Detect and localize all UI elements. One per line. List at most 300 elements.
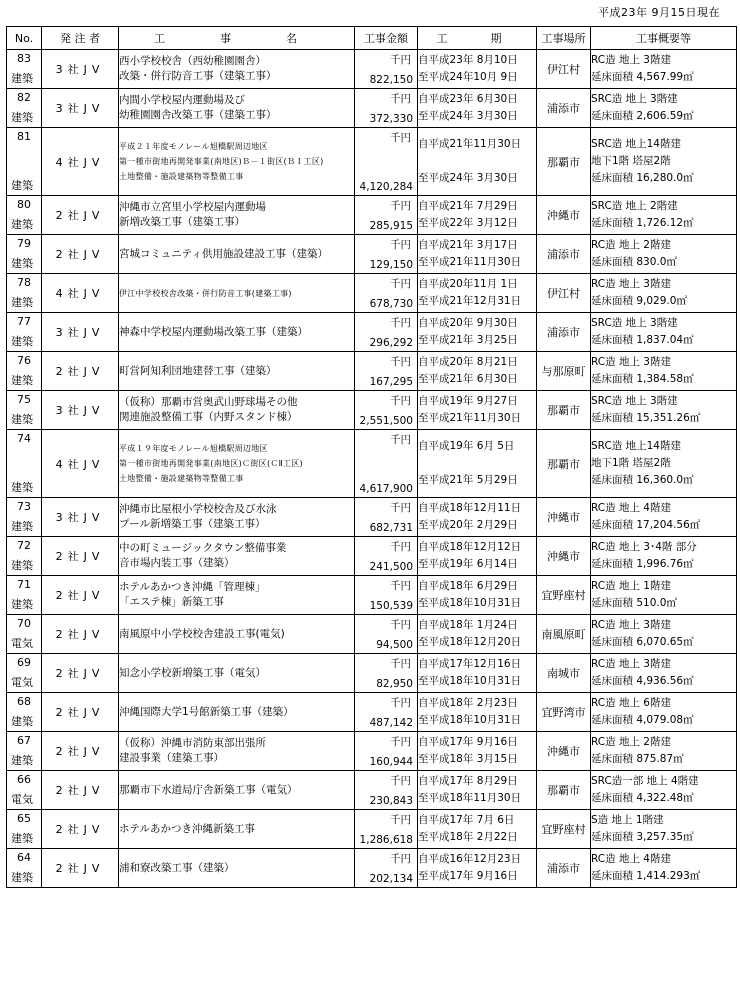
cell-place: 浦添市 (537, 235, 591, 274)
period-line: 自平成19年 9月27日 (418, 395, 518, 407)
cell-orderer: 3社JV (42, 50, 119, 89)
cell-amount (355, 89, 418, 128)
cell-summary (591, 849, 737, 888)
cell-work-name (119, 576, 355, 615)
cell-no (7, 313, 42, 352)
cell-no (7, 810, 42, 849)
amount-value: 678,730 (369, 298, 413, 310)
amount-unit: 千円 (390, 658, 411, 670)
period-line: 自平成23年 6月30日 (418, 93, 518, 105)
period-line: 至平成18年 3月15日 (418, 753, 518, 765)
work-name-line: 伊江中学校校舎改築・併行防音工事(建築工事) (119, 288, 292, 298)
row-category: 建築 (11, 335, 33, 348)
as-of-date: 平成23年 9月15日現在 (598, 6, 720, 19)
cell-orderer: 2社JV (42, 196, 119, 235)
table-row (7, 50, 737, 89)
cell-place: 沖縄市 (537, 498, 591, 537)
cell-summary (591, 537, 737, 576)
cell-work-name (119, 352, 355, 391)
amount-value: 296,292 (369, 337, 413, 349)
summary-line: 延床面積 3,257.35㎡ (591, 831, 694, 843)
cell-work-name (119, 537, 355, 576)
period-line: 至平成24年 3月30日 (418, 172, 518, 184)
amount-unit: 千円 (390, 395, 411, 407)
table-row (7, 498, 737, 537)
row-number: 69 (17, 656, 31, 669)
cell-orderer: 2社JV (42, 537, 119, 576)
period-line: 自平成21年11月30日 (418, 138, 522, 150)
row-category: 建築 (11, 179, 33, 192)
summary-line: RC造 地上 3階建 (591, 54, 671, 66)
summary-line: RC造 地上 6階建 (591, 697, 671, 709)
cell-no (7, 352, 42, 391)
cell-summary (591, 693, 737, 732)
cell-period (418, 430, 537, 498)
amount-value: 230,843 (369, 795, 413, 807)
cell-amount (355, 654, 418, 693)
period-line: 自平成21年 7月29日 (418, 200, 518, 212)
cell-orderer: 2社JV (42, 576, 119, 615)
work-name-line: 中の町ミュージックタウン整備事業 (119, 542, 287, 554)
row-category: 建築 (11, 520, 33, 533)
period-line: 自平成21年 3月17日 (418, 239, 518, 251)
cell-amount (355, 615, 418, 654)
cell-amount (355, 498, 418, 537)
cell-amount (355, 274, 418, 313)
period-line: 至平成18年10月31日 (418, 675, 522, 687)
cell-orderer: 4社JV (42, 128, 119, 196)
row-number: 83 (17, 52, 31, 65)
cell-period (418, 693, 537, 732)
row-number: 77 (17, 315, 31, 328)
cell-orderer: 4社JV (42, 430, 119, 498)
cell-place: 伊江村 (537, 50, 591, 89)
cell-orderer: 2社JV (42, 771, 119, 810)
summary-line: RC造 地上 1階建 (591, 580, 671, 592)
row-number: 67 (17, 734, 31, 747)
summary-line: 延床面積 17,204.56㎡ (591, 519, 701, 531)
row-category: 電気 (11, 637, 33, 650)
cell-work-name (119, 313, 355, 352)
row-number: 65 (17, 812, 31, 825)
table-row (7, 654, 737, 693)
period-line: 自平成20年 9月30日 (418, 317, 518, 329)
work-name-line: 内間小学校屋内運動場及び (119, 94, 245, 106)
cell-work-name (119, 50, 355, 89)
summary-line: 地下1階 塔屋2階 (591, 155, 671, 167)
work-name-line: 関連施設整備工事（内野スタンド棟） (119, 411, 298, 423)
work-name-line: 土地整備・施設建築物等整備工事 (119, 172, 244, 181)
cell-orderer: 4社JV (42, 274, 119, 313)
row-category: 建築 (11, 598, 33, 611)
cell-summary (591, 89, 737, 128)
amount-value: 241,500 (369, 561, 413, 573)
cell-work-name (119, 810, 355, 849)
cell-place: 宜野座村 (537, 576, 591, 615)
period-line: 至平成21年 6月30日 (418, 373, 518, 385)
row-category: 建築 (11, 111, 33, 124)
period-line: 至平成17年 9月16日 (418, 870, 518, 882)
cell-work-name (119, 771, 355, 810)
amount-unit: 千円 (390, 814, 411, 826)
row-number: 68 (17, 695, 31, 708)
period-line: 至平成24年 3月30日 (418, 110, 518, 122)
table-row (7, 732, 737, 771)
cell-summary (591, 128, 737, 196)
period-line: 自平成18年12月12日 (418, 541, 522, 553)
cell-place: 浦添市 (537, 849, 591, 888)
table-row (7, 313, 737, 352)
row-category: 建築 (11, 296, 33, 309)
row-number: 79 (17, 237, 31, 250)
header-work-name: 工 事 名 (119, 27, 355, 50)
period-line: 自平成20年11月 1日 (418, 278, 518, 290)
cell-summary (591, 810, 737, 849)
work-name-line: 建設事業（建築工事） (119, 752, 224, 764)
cell-amount (355, 352, 418, 391)
summary-line: RC造 地上 4階建 (591, 502, 671, 514)
cell-no (7, 498, 42, 537)
row-category: 建築 (11, 413, 33, 426)
work-name-line: ホテルあかつき沖縄「管理棟」 (119, 581, 266, 593)
cell-amount (355, 313, 418, 352)
cell-no (7, 128, 42, 196)
header-summary: 工事概要等 (591, 27, 737, 50)
row-number: 80 (17, 198, 31, 211)
summary-line: 延床面積 16,280.0㎡ (591, 172, 694, 184)
amount-unit: 千円 (390, 239, 411, 251)
work-name-line: 知念小学校新増築工事（電気） (119, 666, 266, 679)
cell-period (418, 313, 537, 352)
row-number: 82 (17, 91, 31, 104)
table-row (7, 430, 737, 498)
period-line: 自平成23年 8月10日 (418, 54, 518, 66)
row-category: 建築 (11, 559, 33, 572)
cell-amount (355, 693, 418, 732)
table-row (7, 274, 737, 313)
cell-place: 南風原町 (537, 615, 591, 654)
cell-summary (591, 576, 737, 615)
amount-unit: 千円 (390, 132, 411, 144)
cell-orderer: 2社JV (42, 654, 119, 693)
cell-period (418, 537, 537, 576)
cell-work-name (119, 693, 355, 732)
amount-value: 160,944 (369, 756, 413, 768)
amount-unit: 千円 (390, 317, 411, 329)
cell-summary (591, 771, 737, 810)
cell-amount (355, 196, 418, 235)
cell-orderer: 3社JV (42, 313, 119, 352)
amount-value: 2,551,500 (359, 415, 413, 427)
cell-no (7, 196, 42, 235)
work-name-line: 那覇市下水道局庁舎新築工事（電気） (119, 783, 298, 796)
period-line: 至平成18年11月30日 (418, 792, 522, 804)
cell-period (418, 732, 537, 771)
amount-unit: 千円 (390, 356, 411, 368)
row-category: 建築 (11, 715, 33, 728)
cell-summary (591, 352, 737, 391)
table-row (7, 771, 737, 810)
work-name-line: 神森中学校屋内運動場改築工事（建築） (119, 325, 308, 338)
construction-works-table (6, 26, 737, 888)
summary-line: RC造 地上 2階建 (591, 239, 671, 251)
cell-amount (355, 128, 418, 196)
cell-amount (355, 235, 418, 274)
row-number: 81 (17, 130, 31, 143)
summary-line: 延床面積 6,070.65㎡ (591, 636, 694, 648)
period-line: 至平成21年 3月25日 (418, 334, 518, 346)
cell-place: 宜野湾市 (537, 693, 591, 732)
cell-amount (355, 537, 418, 576)
cell-work-name (119, 498, 355, 537)
period-line: 至平成18年 2月22日 (418, 831, 518, 843)
period-line: 自平成18年 2月23日 (418, 697, 518, 709)
row-category: 建築 (11, 754, 33, 767)
summary-line: S造 地上 1階建 (591, 814, 664, 826)
table-body (7, 50, 737, 888)
cell-work-name (119, 128, 355, 196)
cell-place: 那覇市 (537, 771, 591, 810)
cell-no (7, 430, 42, 498)
work-name-line: ホテルあかつき沖縄新築工事 (119, 822, 255, 835)
header-place: 工事場所 (537, 27, 591, 50)
amount-unit: 千円 (390, 502, 411, 514)
cell-place: 南城市 (537, 654, 591, 693)
cell-orderer: 2社JV (42, 732, 119, 771)
period-line (418, 455, 536, 472)
work-name-line: 西小学校校舎（西幼稚園園舎） (119, 55, 266, 67)
amount-value: 82,950 (376, 678, 413, 690)
cell-orderer: 2社JV (42, 849, 119, 888)
table-row (7, 235, 737, 274)
period-line: 至平成19年 6月14日 (418, 558, 518, 570)
summary-line: SRC造 地上 3階建 (591, 317, 678, 329)
cell-amount (355, 50, 418, 89)
cell-work-name (119, 654, 355, 693)
row-number: 76 (17, 354, 31, 367)
amount-unit: 千円 (390, 54, 411, 66)
summary-line: RC造 地上 4階建 (591, 853, 671, 865)
work-name-line: プール新増築工事（建築工事） (119, 518, 266, 530)
work-name-line: 南風原中小学校校舎建設工事(電気) (119, 627, 285, 640)
row-category: 建築 (11, 871, 33, 884)
row-category: 電気 (11, 793, 33, 806)
summary-line: 延床面積 1,726.12㎡ (591, 217, 694, 229)
period-line: 至平成18年10月31日 (418, 597, 522, 609)
summary-line: RC造 地上 2階建 (591, 736, 671, 748)
period-line: 至平成21年11月30日 (418, 256, 522, 268)
row-category: 建築 (11, 374, 33, 387)
cell-summary (591, 391, 737, 430)
cell-amount (355, 391, 418, 430)
work-name-line: 新増改築工事（建築工事） (119, 216, 245, 228)
amount-value: 150,539 (369, 600, 413, 612)
cell-work-name (119, 235, 355, 274)
amount-value: 285,915 (369, 220, 413, 232)
amount-unit: 千円 (390, 541, 411, 553)
work-name-line: （仮称）那覇市営奥武山野球場その他 (119, 396, 298, 408)
amount-unit: 千円 (390, 200, 411, 212)
summary-line: SRC造 地上14階建 (591, 440, 681, 452)
cell-summary (591, 654, 737, 693)
cell-place: 沖縄市 (537, 196, 591, 235)
period-line: 至平成22年 3月12日 (418, 217, 518, 229)
work-name-line: 改築・併行防音工事（建築工事） (119, 70, 277, 82)
cell-place: 那覇市 (537, 430, 591, 498)
cell-work-name (119, 615, 355, 654)
cell-place: 与那原町 (537, 352, 591, 391)
cell-summary (591, 498, 737, 537)
period-line: 至平成18年12月20日 (418, 636, 522, 648)
summary-line: 延床面積 1,837.04㎡ (591, 334, 694, 346)
summary-line: 延床面積 16,360.0㎡ (591, 474, 694, 486)
table-row (7, 537, 737, 576)
summary-line: 延床面積 1,414.293㎡ (591, 870, 701, 882)
cell-no (7, 693, 42, 732)
cell-orderer: 2社JV (42, 352, 119, 391)
cell-period (418, 654, 537, 693)
work-name-line: 町営阿知利団地建替工事（建築） (119, 364, 277, 377)
table-row (7, 693, 737, 732)
period-line: 自平成19年 6月 5日 (418, 440, 515, 452)
amount-unit: 千円 (390, 697, 411, 709)
summary-line: 延床面積 1,384.58㎡ (591, 373, 694, 385)
row-number: 72 (17, 539, 31, 552)
summary-line: 延床面積 2,606.59㎡ (591, 110, 694, 122)
work-name-line: 宮城コミュニティ供用施設建設工事（建築） (119, 247, 328, 260)
cell-place: 沖縄市 (537, 732, 591, 771)
cell-orderer: 2社JV (42, 235, 119, 274)
cell-summary (591, 313, 737, 352)
cell-period (418, 849, 537, 888)
summary-line: RC造 地上 3階建 (591, 356, 671, 368)
summary-line: 延床面積 510.0㎡ (591, 597, 677, 609)
amount-value: 4,617,900 (359, 483, 413, 495)
table-row (7, 89, 737, 128)
cell-no (7, 654, 42, 693)
work-name-line: 幼稚園園舎改築工事（建築工事） (119, 109, 277, 121)
cell-no (7, 391, 42, 430)
amount-value: 372,330 (369, 113, 413, 125)
table-row (7, 576, 737, 615)
amount-unit: 千円 (390, 736, 411, 748)
cell-period (418, 576, 537, 615)
summary-line: 延床面積 4,567.99㎡ (591, 71, 694, 83)
row-category: 電気 (11, 676, 33, 689)
cell-place: 沖縄市 (537, 537, 591, 576)
period-line: 自平成17年 9月16日 (418, 736, 518, 748)
cell-work-name (119, 430, 355, 498)
period-line: 自平成16年12月23日 (418, 853, 522, 865)
summary-line: SRC造 地上14階建 (591, 138, 681, 150)
cell-work-name (119, 89, 355, 128)
summary-line: 延床面積 4,079.08㎡ (591, 714, 694, 726)
work-name-line: 第一種市街地再開発事業(南地区)Ｃ街区(ＣⅡ工区) (119, 459, 303, 468)
amount-value: 129,150 (369, 259, 413, 271)
cell-amount (355, 849, 418, 888)
cell-work-name (119, 732, 355, 771)
cell-work-name (119, 196, 355, 235)
work-name-line: 浦和寮改築工事（建築） (119, 861, 235, 874)
header-orderer: 発 注 者 (42, 27, 119, 50)
amount-value: 1,286,618 (359, 834, 413, 846)
cell-no (7, 615, 42, 654)
cell-amount (355, 771, 418, 810)
cell-period (418, 196, 537, 235)
table-row (7, 810, 737, 849)
period-line: 自平成18年 1月24日 (418, 619, 518, 631)
amount-unit: 千円 (390, 580, 411, 592)
cell-place: 那覇市 (537, 128, 591, 196)
cell-place: 浦添市 (537, 313, 591, 352)
period-line: 自平成17年12月16日 (418, 658, 522, 670)
summary-line: SRC造一部 地上 4階建 (591, 775, 699, 787)
cell-period (418, 50, 537, 89)
work-name-line: 平成１９年度モノレール旭橋駅周辺地区 (119, 444, 268, 453)
cell-period (418, 615, 537, 654)
period-line: 至平成21年11月30日 (418, 412, 522, 424)
cell-summary (591, 732, 737, 771)
cell-no (7, 235, 42, 274)
period-line: 自平成17年 7月 6日 (418, 814, 515, 826)
cell-place: 那覇市 (537, 391, 591, 430)
cell-period (418, 128, 537, 196)
cell-orderer: 3社JV (42, 498, 119, 537)
period-line: 至平成24年10月 9日 (418, 71, 518, 83)
cell-work-name (119, 274, 355, 313)
summary-line: RC造 地上 3階建 (591, 658, 671, 670)
cell-amount (355, 576, 418, 615)
period-line: 至平成20年 2月29日 (418, 519, 518, 531)
cell-no (7, 274, 42, 313)
cell-place: 伊江村 (537, 274, 591, 313)
cell-orderer: 3社JV (42, 391, 119, 430)
row-category: 建築 (11, 481, 33, 494)
cell-place: 宜野座村 (537, 810, 591, 849)
table-row (7, 352, 737, 391)
work-name-line: 第一種市街地再開発事業(南地区)Ｂ－１街区(ＢＩ工区) (119, 157, 324, 166)
table-row (7, 615, 737, 654)
cell-no (7, 732, 42, 771)
amount-value: 4,120,284 (359, 181, 413, 193)
cell-no (7, 89, 42, 128)
summary-line: RC造 地上 3階建 (591, 619, 671, 631)
amount-value: 487,142 (369, 717, 413, 729)
cell-summary (591, 274, 737, 313)
work-name-line: （仮称）沖縄市消防東部出張所 (119, 737, 266, 749)
amount-value: 682,731 (369, 522, 413, 534)
cell-summary (591, 50, 737, 89)
cell-orderer: 2社JV (42, 693, 119, 732)
period-line: 至平成18年10月31日 (418, 714, 522, 726)
cell-no (7, 849, 42, 888)
table-row (7, 849, 737, 888)
row-category: 建築 (11, 832, 33, 845)
cell-no (7, 576, 42, 615)
period-line: 自平成17年 8月29日 (418, 775, 518, 787)
work-name-line: 沖縄国際大学1号館新築工事（建築） (119, 705, 294, 718)
amount-unit: 千円 (390, 775, 411, 787)
cell-period (418, 352, 537, 391)
cell-work-name (119, 391, 355, 430)
summary-line: 延床面積 1,996.76㎡ (591, 558, 694, 570)
cell-period (418, 274, 537, 313)
amount-value: 202,134 (369, 873, 413, 885)
cell-summary (591, 196, 737, 235)
cell-summary (591, 430, 737, 498)
cell-amount (355, 732, 418, 771)
summary-line: SRC造 地上 3階建 (591, 395, 678, 407)
